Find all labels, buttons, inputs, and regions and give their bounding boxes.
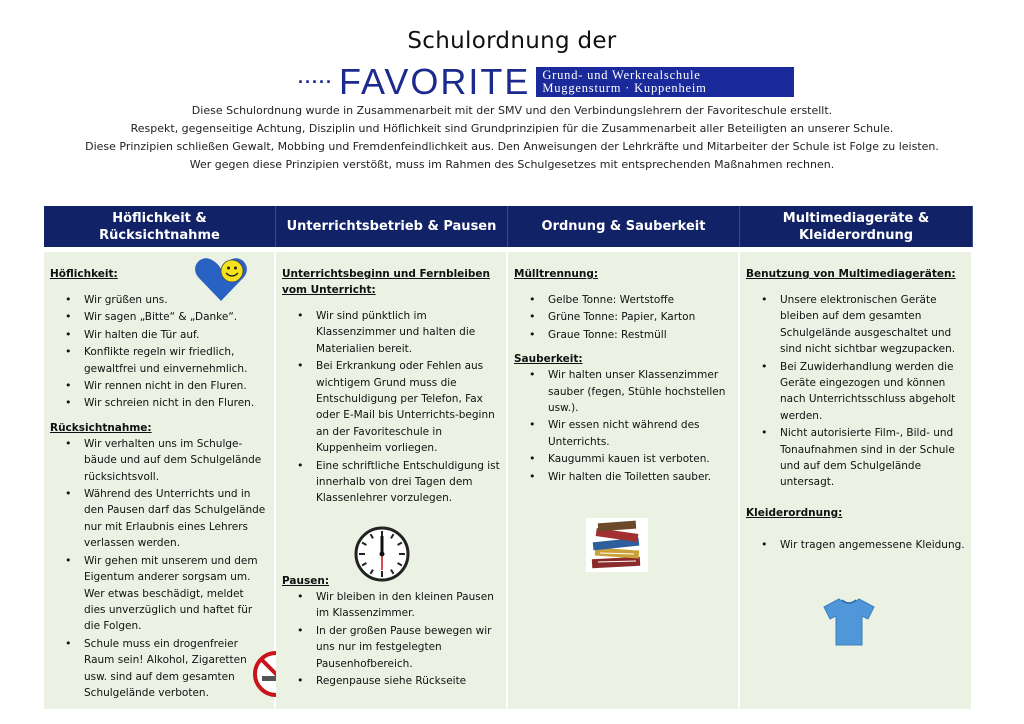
- list-item: • Wir tragen angemessene Kleidung.: [746, 537, 965, 553]
- list-item: • Schule muss ein drogenfreier Raum sein! Alkohol, Zigaretten usw. sind auf dem gesamten Schulgelände verboten.: [50, 636, 268, 702]
- list-item: • Wir halten die Tür auf.: [50, 327, 268, 343]
- list-item: • Wir bleiben in den kleinen Pausen im Klassenzimmer.: [282, 589, 500, 622]
- list-item: • Während des Unterrichts und in den Pausen darf das Schulgelände nur mit Erlaubnis eines Lehrers verlassen werden.: [50, 486, 268, 552]
- list-item: • Eine schriftliche Entschuldigung ist innerhalb von drei Tagen dem Klassenlehrer vorzulegen.: [282, 458, 500, 507]
- list-item: • Wir gehen mit unserem und dem Eigentum anderer sorgsam um. Wer etwas beschädigt, meldet dies unverzüglich und haftet für die Folgen.: [50, 553, 268, 635]
- column-body: [276, 252, 508, 709]
- column-media: [740, 206, 973, 709]
- intro-line: Diese Prinzipien schließen Gewalt, Mobbing und Fremdenfeindlichkeit aus. Den Anweisungen der Lehrkräfte und Mitarbeiter der Schule ist Folge zu leisten.: [85, 140, 939, 153]
- rule-list: [746, 292, 965, 491]
- section-title: Höflichkeit:: [50, 268, 118, 280]
- column-courtesy: [44, 206, 276, 709]
- list-item: • Kaugummi kauen ist verboten.: [514, 451, 732, 467]
- column-body: [740, 252, 973, 709]
- rule-list: [282, 589, 500, 689]
- list-item: • Gelbe Tonne: Wertstoffe: [514, 292, 732, 308]
- column-header: Ordnung & Sauberkeit: [508, 206, 740, 247]
- section-title: Sauberkeit:: [514, 353, 583, 366]
- list-item: • Bei Zuwiderhandlung werden die Geräte eingezogen und können nach Unterrichtsschluss abgeholt werden.: [746, 359, 965, 425]
- school-logo: [298, 61, 794, 102]
- intro-line: Wer gegen diese Prinzipien verstößt, muss im Rahmen des Schulgesetzes mit entsprechenden Maßnahmen rechnen.: [189, 158, 835, 171]
- intro-line: Respekt, gegenseitige Achtung, Disziplin und Höflichkeit sind Grundprinzipien für die Zusammenarbeit aller Beteiligten an unserer Schule.: [130, 122, 894, 135]
- list-item: • Graue Tonne: Restmüll: [514, 327, 732, 343]
- column-body: [508, 252, 740, 709]
- list-item: • Wir halten unser Klassenzimmer sauber (fegen, Stühle hochstellen usw.).: [514, 367, 732, 416]
- logo-dots: ·····: [298, 71, 333, 92]
- column-lessons: [276, 206, 508, 709]
- rule-list: [746, 537, 965, 553]
- logo-line-2: Muggensturm · Kuppenheim: [542, 81, 707, 95]
- page-title: Schulordnung der: [407, 28, 617, 54]
- rule-list: [514, 367, 732, 485]
- logo-school-box: [536, 67, 794, 97]
- section-title: Kleiderordnung:: [746, 506, 843, 519]
- rule-list: [50, 436, 268, 702]
- column-body: [44, 252, 276, 709]
- intro-line: Diese Schulordnung wurde in Zusammenarbeit mit der SMV und den Verbindungslehrern der Favoriteschule erstellt.: [191, 104, 833, 117]
- rule-list: [282, 308, 500, 507]
- logo-wordmark: FAVORITE: [338, 61, 531, 102]
- rules-table: [44, 206, 973, 698]
- list-item: • Regenpause siehe Rückseite: [282, 673, 500, 689]
- list-item: • Konflikte regeln wir friedlich, gewaltfrei und einvernehmlich.: [50, 344, 268, 377]
- list-item: • Wir verhalten uns im Schulge-bäude und auf dem Schulgelände rücksichtsvoll.: [50, 436, 268, 485]
- section-title: Unterrichtsbeginn und Fernbleiben vom Unterricht:: [282, 268, 491, 296]
- rule-list: [514, 292, 732, 343]
- logo-line-1: Grund- und Werkrealschule: [542, 68, 701, 82]
- list-item: • Wir schreien nicht in den Fluren.: [50, 395, 268, 411]
- list-item: • Wir halten die Toiletten sauber.: [514, 469, 732, 485]
- list-item: • Wir grüßen uns.: [50, 292, 268, 308]
- column-header: Multimediageräte & Kleiderordnung: [740, 206, 973, 247]
- clock-icon: [354, 526, 410, 582]
- list-item: • Wir sagen „Bitte“ & „Danke“.: [50, 309, 268, 325]
- list-item: • Wir essen nicht während des Unterrichts.: [514, 417, 732, 450]
- list-item: • Wir sind pünktlich im Klassenzimmer und halten die Materialien bereit.: [282, 308, 500, 357]
- list-item: • Wir rennen nicht in den Fluren.: [50, 378, 268, 394]
- section-title: Pausen:: [282, 574, 330, 587]
- section-title: Benutzung von Multimediageräten:: [746, 268, 956, 280]
- list-item: • Bei Erkrankung oder Fehlen aus wichtigem Grund muss die Entschuldigung per Telefon, Fax oder E-Mail bis Unterrichts-beginn an der Favoriteschule in Kuppenheim vorliegen.: [282, 358, 500, 456]
- list-item: • Unsere elektronischen Geräte bleiben auf dem gesamten Schulgelände ausgeschaltet und sind nicht sichtbar wegzupacken.: [746, 292, 965, 358]
- list-item: • In der großen Pause bewegen wir uns nur im festgelegten Pausenhofbereich.: [282, 623, 500, 672]
- intro-text: [0, 102, 1024, 174]
- heart-smiley-icon: [194, 255, 248, 303]
- column-header: Höflichkeit & Rücksichtnahme: [44, 206, 276, 247]
- section-title: Rücksichtnahme:: [50, 421, 152, 434]
- list-item: • Nicht autorisierte Film-, Bild- und Tonaufnahmen sind in der Schule und auf dem Schulgelände untersagt.: [746, 425, 965, 491]
- column-header: Unterrichtsbetrieb & Pausen: [276, 206, 508, 247]
- section-title: Mülltrennung:: [514, 268, 599, 280]
- rule-list: [50, 292, 268, 412]
- books-icon: [586, 518, 648, 572]
- tshirt-icon: [822, 597, 876, 647]
- list-item: • Grüne Tonne: Papier, Karton: [514, 309, 732, 325]
- column-order: [508, 206, 740, 709]
